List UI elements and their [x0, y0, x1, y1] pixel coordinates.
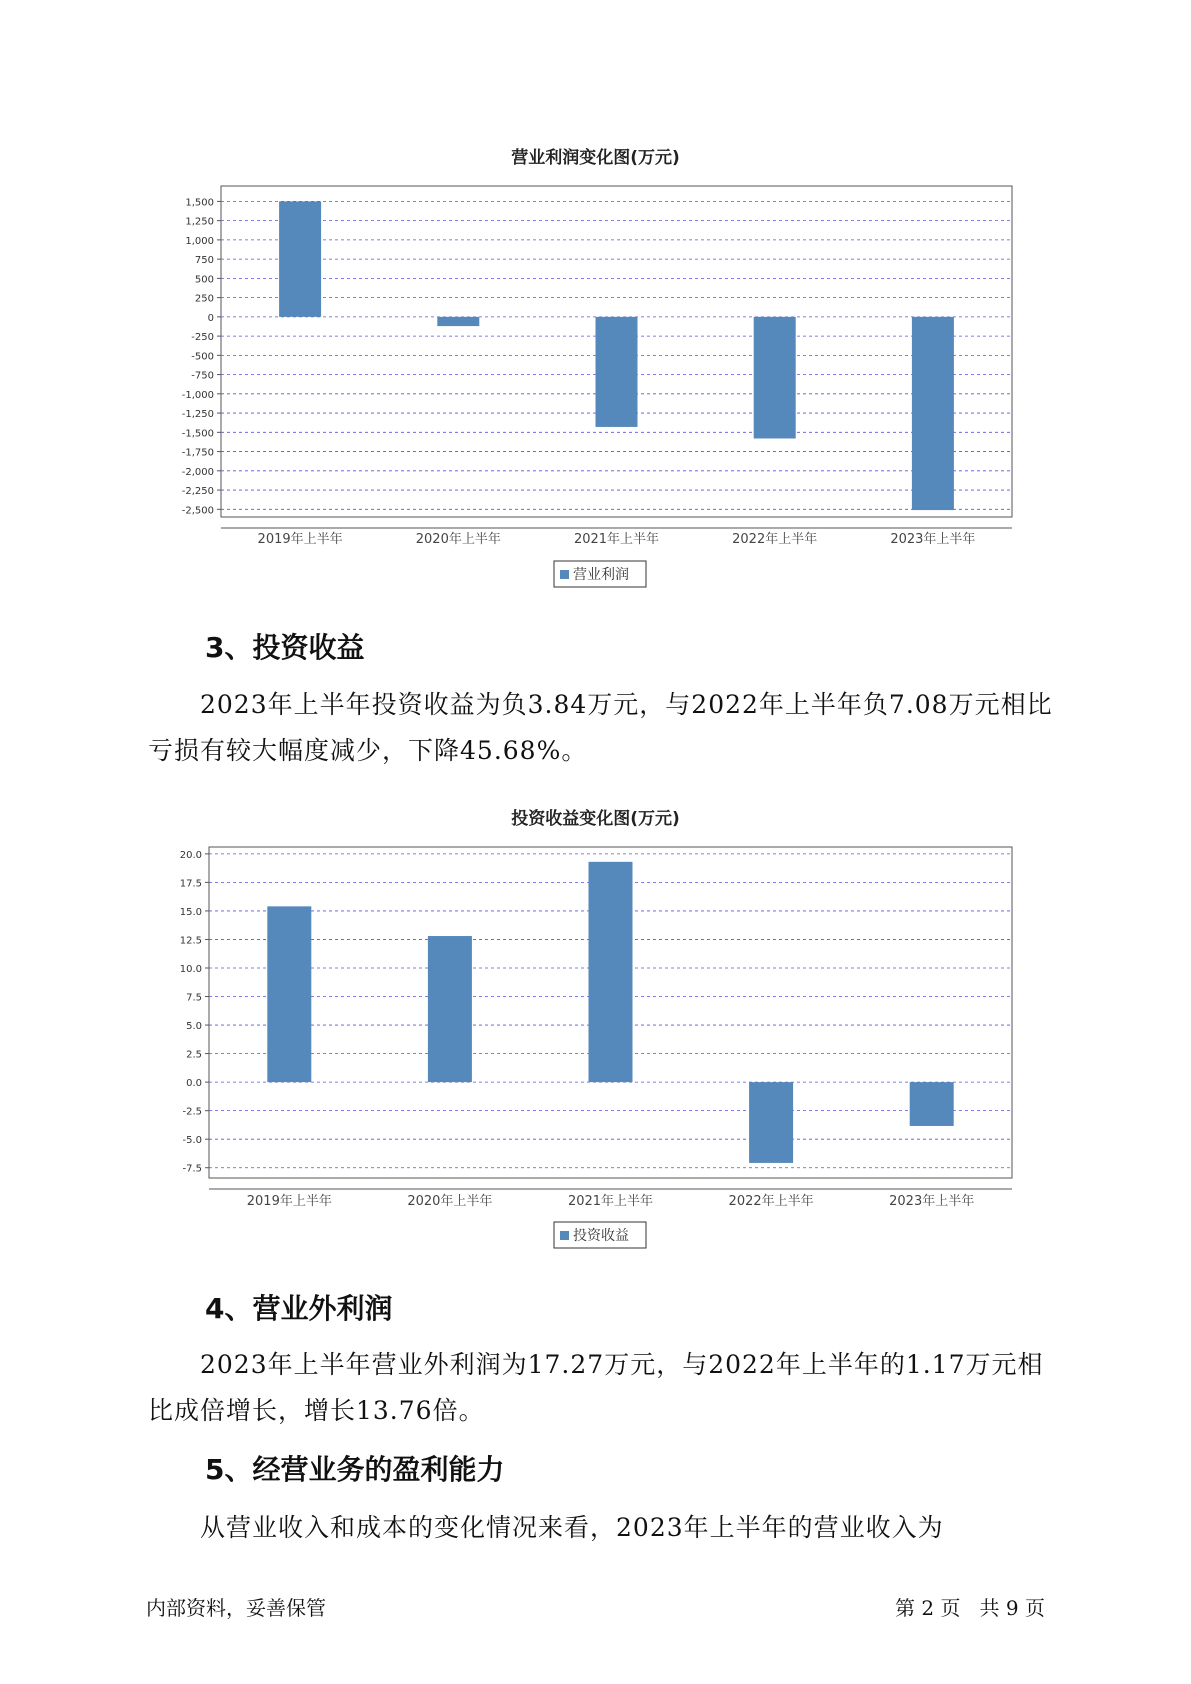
legend-swatch — [560, 1231, 569, 1240]
y-tick-label: 5.0 — [186, 1021, 202, 1033]
bar-2022年上半年 — [749, 1082, 793, 1163]
y-tick-label: -1,250 — [181, 409, 214, 421]
bar-2021年上半年 — [589, 862, 633, 1082]
y-tick-label: 1,500 — [185, 197, 214, 209]
y-tick-label: -1,500 — [181, 428, 214, 440]
y-tick-label: -2,250 — [181, 486, 214, 498]
footer-page-number: 第 2 页 共 9 页 — [895, 1596, 1045, 1620]
y-tick-label: -2.5 — [182, 1106, 202, 1118]
bar-2020年上半年 — [428, 936, 472, 1082]
y-tick-label: -500 — [191, 351, 214, 363]
x-tick-label: 2020年上半年 — [407, 1194, 493, 1209]
x-tick-label: 2022年上半年 — [728, 1194, 814, 1209]
nonop-paragraph — [148, 1342, 1068, 1434]
y-tick-label: -250 — [191, 332, 214, 344]
y-tick-label: 12.5 — [179, 935, 202, 947]
x-tick-label: 2021年上半年 — [567, 1194, 654, 1209]
x-tick-label: 2019年上半年 — [246, 1194, 332, 1209]
profitability-paragraph — [148, 1505, 1068, 1551]
nonop-text: 2023年上半年营业外利润为17.27万元，与2022年上半年的1.17万元相比成倍增长，增长13.76倍。 — [148, 1350, 1044, 1425]
y-tick-label: 0 — [207, 312, 214, 324]
x-tick-label: 2020年上半年 — [415, 532, 501, 547]
y-tick-label: 500 — [194, 274, 214, 286]
bar-2019年上半年 — [267, 906, 311, 1082]
y-tick-label: 10.0 — [179, 963, 202, 975]
investment-text: 2023年上半年投资收益为负3.84万元，与2022年上半年负7.08万元相比亏损有较大幅度减少，下降45.68%。 — [148, 690, 1053, 765]
y-tick-label: 17.5 — [179, 878, 202, 890]
y-tick-label: 15.0 — [179, 906, 202, 918]
x-tick-label: 2023年上半年 — [889, 1194, 975, 1209]
y-tick-label: 1,000 — [185, 235, 214, 247]
nonop-heading: 4、营业外利润 — [205, 1292, 393, 1325]
y-tick-label: 250 — [194, 293, 214, 305]
y-tick-label: 1,250 — [185, 216, 214, 228]
y-tick-label: -1,000 — [181, 389, 214, 401]
y-tick-label: 0.0 — [186, 1078, 202, 1090]
y-tick-label: -2,500 — [181, 505, 214, 517]
y-tick-label: 20.0 — [179, 849, 202, 861]
x-tick-label: 2023年上半年 — [890, 532, 976, 547]
footer-confidential: 内部资料，妥善保管 — [146, 1596, 326, 1620]
y-tick-label: -1,750 — [181, 447, 214, 459]
profitability-text: 从营业收入和成本的变化情况来看，2023年上半年的营业收入为 — [200, 1513, 944, 1542]
profitability-heading: 5、经营业务的盈利能力 — [205, 1453, 505, 1486]
y-tick-label: 2.5 — [186, 1049, 202, 1061]
investment-chart-title: 投资收益变化图(万元) — [511, 809, 680, 829]
x-tick-label: 2022年上半年 — [732, 532, 818, 547]
legend-label: 营业利润 — [573, 567, 629, 583]
legend — [554, 1222, 646, 1248]
x-tick-label: 2021年上半年 — [573, 532, 660, 547]
y-tick-label: -5.0 — [182, 1135, 202, 1147]
bar-2023年上半年 — [910, 1082, 954, 1126]
x-tick-label: 2019年上半年 — [257, 532, 343, 547]
y-tick-label: 750 — [194, 255, 214, 267]
operating-profit-chart-title: 营业利润变化图(万元) — [511, 148, 680, 168]
y-tick-label: -750 — [191, 370, 214, 382]
investment-heading: 3、投资收益 — [205, 631, 365, 664]
legend-label: 投资收益 — [573, 1228, 629, 1244]
y-tick-label: -2,000 — [181, 466, 214, 478]
y-tick-label: -7.5 — [182, 1163, 202, 1175]
y-tick-label: 7.5 — [186, 992, 202, 1004]
